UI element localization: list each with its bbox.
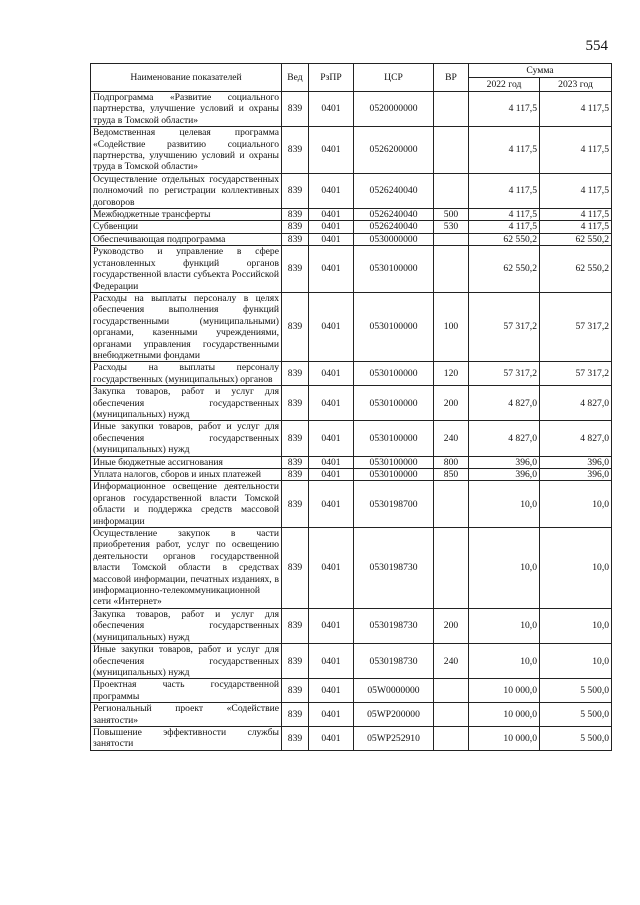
cell-2022: 10,0 (469, 481, 540, 528)
cell-csr: 0530100000 (354, 469, 434, 481)
cell-rzpr: 0401 (309, 127, 354, 174)
table-row (91, 456, 612, 468)
cell-name: Региональный проект «Содействие занятости» (91, 703, 282, 727)
cell-2023: 4 117,5 (540, 209, 612, 221)
header-name: Наименование показателей (91, 64, 282, 92)
cell-vr (434, 528, 469, 609)
cell-csr: 0530198730 (354, 528, 434, 609)
cell-2022: 4 827,0 (469, 386, 540, 421)
cell-rzpr: 0401 (309, 644, 354, 679)
cell-2022: 4 117,5 (469, 221, 540, 233)
cell-csr: 05WP252910 (354, 726, 434, 750)
cell-ved: 839 (282, 421, 309, 456)
cell-ved: 839 (282, 92, 309, 127)
cell-name: Информационное освещение деятельности органов государственной власти Томской области и поддержка средств массовой информации (91, 481, 282, 528)
cell-ved: 839 (282, 246, 309, 293)
cell-name: Ведомственная целевая программа «Содействие развитию социального партнерства, улучшению условий и охраны труда в Томской области» (91, 127, 282, 174)
cell-vr (434, 233, 469, 245)
cell-csr: 0530198730 (354, 644, 434, 679)
cell-ved: 839 (282, 127, 309, 174)
header-rzpr: РзПР (309, 64, 354, 92)
cell-2023: 5 500,0 (540, 726, 612, 750)
header-ved: Вед (282, 64, 309, 92)
cell-2023: 4 117,5 (540, 127, 612, 174)
cell-vr (434, 127, 469, 174)
table-row (91, 481, 612, 528)
cell-csr: 0530100000 (354, 362, 434, 386)
cell-2023: 62 550,2 (540, 246, 612, 293)
cell-2022: 4 827,0 (469, 421, 540, 456)
cell-2022: 10,0 (469, 528, 540, 609)
table-row (91, 679, 612, 703)
cell-2022: 10 000,0 (469, 726, 540, 750)
cell-name: Иные бюджетные ассигнования (91, 456, 282, 468)
cell-2023: 396,0 (540, 456, 612, 468)
cell-2023: 10,0 (540, 608, 612, 643)
cell-vr: 850 (434, 469, 469, 481)
cell-name: Иные закупки товаров, работ и услуг для обеспечения государственных (муниципальных) нужд (91, 644, 282, 679)
table-row (91, 421, 612, 456)
cell-2022: 10,0 (469, 644, 540, 679)
cell-2022: 396,0 (469, 469, 540, 481)
cell-name: Субвенции (91, 221, 282, 233)
cell-csr: 0530198700 (354, 481, 434, 528)
cell-2023: 4 117,5 (540, 221, 612, 233)
cell-vr (434, 92, 469, 127)
cell-ved: 839 (282, 173, 309, 208)
cell-2022: 57 317,2 (469, 362, 540, 386)
cell-name: Проектная часть государственной программы (91, 679, 282, 703)
cell-csr: 05WP200000 (354, 703, 434, 727)
header-year-2022: 2022 год (469, 78, 540, 92)
cell-2023: 4 117,5 (540, 92, 612, 127)
cell-csr: 0526240040 (354, 209, 434, 221)
table-row (91, 292, 612, 361)
cell-vr: 500 (434, 209, 469, 221)
cell-vr: 120 (434, 362, 469, 386)
budget-table (90, 63, 612, 751)
header-vr: ВР (434, 64, 469, 92)
cell-2023: 57 317,2 (540, 362, 612, 386)
cell-ved: 839 (282, 233, 309, 245)
cell-csr: 0530100000 (354, 386, 434, 421)
cell-rzpr: 0401 (309, 292, 354, 361)
table-row (91, 386, 612, 421)
cell-ved: 839 (282, 644, 309, 679)
table-body (91, 92, 612, 751)
cell-csr: 0530198730 (354, 608, 434, 643)
header-csr: ЦСР (354, 64, 434, 92)
cell-rzpr: 0401 (309, 528, 354, 609)
table-row (91, 221, 612, 233)
table-row (91, 703, 612, 727)
cell-name: Повышение эффективности службы занятости (91, 726, 282, 750)
cell-rzpr: 0401 (309, 362, 354, 386)
cell-ved: 839 (282, 726, 309, 750)
table-row (91, 726, 612, 750)
cell-2023: 4 117,5 (540, 173, 612, 208)
page-number: 554 (585, 38, 608, 54)
cell-csr: 0530100000 (354, 456, 434, 468)
cell-ved: 839 (282, 362, 309, 386)
cell-2023: 57 317,2 (540, 292, 612, 361)
cell-vr (434, 246, 469, 293)
cell-2023: 10,0 (540, 528, 612, 609)
cell-name: Подпрограмма «Развитие социального партнерства, улучшение условий и охраны труда в Томской области» (91, 92, 282, 127)
cell-rzpr: 0401 (309, 386, 354, 421)
cell-csr: 0530000000 (354, 233, 434, 245)
table-row (91, 246, 612, 293)
cell-2022: 62 550,2 (469, 246, 540, 293)
cell-2023: 62 550,2 (540, 233, 612, 245)
cell-rzpr: 0401 (309, 469, 354, 481)
cell-rzpr: 0401 (309, 246, 354, 293)
cell-csr: 05W0000000 (354, 679, 434, 703)
cell-vr (434, 703, 469, 727)
cell-ved: 839 (282, 209, 309, 221)
cell-name: Закупка товаров, работ и услуг для обеспечения государственных (муниципальных) нужд (91, 608, 282, 643)
table-row (91, 173, 612, 208)
cell-vr: 100 (434, 292, 469, 361)
cell-2022: 10 000,0 (469, 679, 540, 703)
cell-name: Расходы на выплаты персоналу государственных (муниципальных) органов (91, 362, 282, 386)
cell-2022: 10 000,0 (469, 703, 540, 727)
cell-2022: 10,0 (469, 608, 540, 643)
cell-vr (434, 726, 469, 750)
cell-rzpr: 0401 (309, 703, 354, 727)
cell-name: Уплата налогов, сборов и иных платежей (91, 469, 282, 481)
cell-vr: 800 (434, 456, 469, 468)
cell-csr: 0530100000 (354, 292, 434, 361)
table-header (91, 64, 612, 92)
cell-rzpr: 0401 (309, 726, 354, 750)
cell-rzpr: 0401 (309, 608, 354, 643)
cell-2022: 4 117,5 (469, 173, 540, 208)
cell-ved: 839 (282, 469, 309, 481)
cell-vr: 200 (434, 386, 469, 421)
cell-vr: 240 (434, 644, 469, 679)
cell-ved: 839 (282, 221, 309, 233)
cell-rzpr: 0401 (309, 221, 354, 233)
cell-name: Обеспечивающая подпрограмма (91, 233, 282, 245)
table-row (91, 209, 612, 221)
table-row (91, 608, 612, 643)
cell-vr: 240 (434, 421, 469, 456)
cell-csr: 0526240040 (354, 173, 434, 208)
cell-2023: 4 827,0 (540, 421, 612, 456)
cell-rzpr: 0401 (309, 421, 354, 456)
cell-ved: 839 (282, 456, 309, 468)
table-row (91, 528, 612, 609)
cell-name: Осуществление отдельных государственных полномочий по регистрации коллективных договоров (91, 173, 282, 208)
table-row (91, 644, 612, 679)
cell-2022: 4 117,5 (469, 209, 540, 221)
cell-ved: 839 (282, 481, 309, 528)
cell-ved: 839 (282, 703, 309, 727)
cell-name: Расходы на выплаты персоналу в целях обеспечения выполнения функций государственными (муниципальными) органами, казенными учреждениями, органами управления государственными внебюджетными фондами (91, 292, 282, 361)
cell-rzpr: 0401 (309, 456, 354, 468)
cell-rzpr: 0401 (309, 679, 354, 703)
cell-name: Осуществление закупок в части приобретения работ, услуг по освещению деятельности органов государственной власти Томской области в средствах массовой информации, печатных изданиях, в информационно-телекоммуникационной сети «Интернет» (91, 528, 282, 609)
cell-vr: 530 (434, 221, 469, 233)
cell-name: Межбюджетные трансферты (91, 209, 282, 221)
cell-2023: 5 500,0 (540, 679, 612, 703)
table-row (91, 362, 612, 386)
cell-2022: 57 317,2 (469, 292, 540, 361)
cell-vr (434, 173, 469, 208)
cell-vr (434, 481, 469, 528)
cell-ved: 839 (282, 528, 309, 609)
cell-rzpr: 0401 (309, 233, 354, 245)
cell-2023: 5 500,0 (540, 703, 612, 727)
cell-rzpr: 0401 (309, 173, 354, 208)
cell-csr: 0530100000 (354, 246, 434, 293)
cell-csr: 0526240040 (354, 221, 434, 233)
cell-rzpr: 0401 (309, 92, 354, 127)
cell-csr: 0530100000 (354, 421, 434, 456)
cell-ved: 839 (282, 292, 309, 361)
table-row (91, 92, 612, 127)
cell-2022: 4 117,5 (469, 92, 540, 127)
cell-name: Закупка товаров, работ и услуг для обеспечения государственных (муниципальных) нужд (91, 386, 282, 421)
cell-rzpr: 0401 (309, 209, 354, 221)
cell-2022: 4 117,5 (469, 127, 540, 174)
header-year-2023: 2023 год (540, 78, 612, 92)
table-row (91, 469, 612, 481)
cell-rzpr: 0401 (309, 481, 354, 528)
table-row (91, 127, 612, 174)
cell-2022: 62 550,2 (469, 233, 540, 245)
cell-csr: 0526200000 (354, 127, 434, 174)
cell-vr (434, 679, 469, 703)
cell-2023: 10,0 (540, 644, 612, 679)
cell-name: Иные закупки товаров, работ и услуг для обеспечения государственных (муниципальных) нужд (91, 421, 282, 456)
cell-2022: 396,0 (469, 456, 540, 468)
cell-2023: 396,0 (540, 469, 612, 481)
cell-csr: 0520000000 (354, 92, 434, 127)
cell-ved: 839 (282, 679, 309, 703)
cell-2023: 10,0 (540, 481, 612, 528)
table-row (91, 233, 612, 245)
cell-ved: 839 (282, 608, 309, 643)
cell-name: Руководство и управление в сфере установленных функций органов государственной власти субъекта Российской Федерации (91, 246, 282, 293)
cell-ved: 839 (282, 386, 309, 421)
header-sum: Сумма (469, 64, 612, 78)
cell-vr: 200 (434, 608, 469, 643)
cell-2023: 4 827,0 (540, 386, 612, 421)
